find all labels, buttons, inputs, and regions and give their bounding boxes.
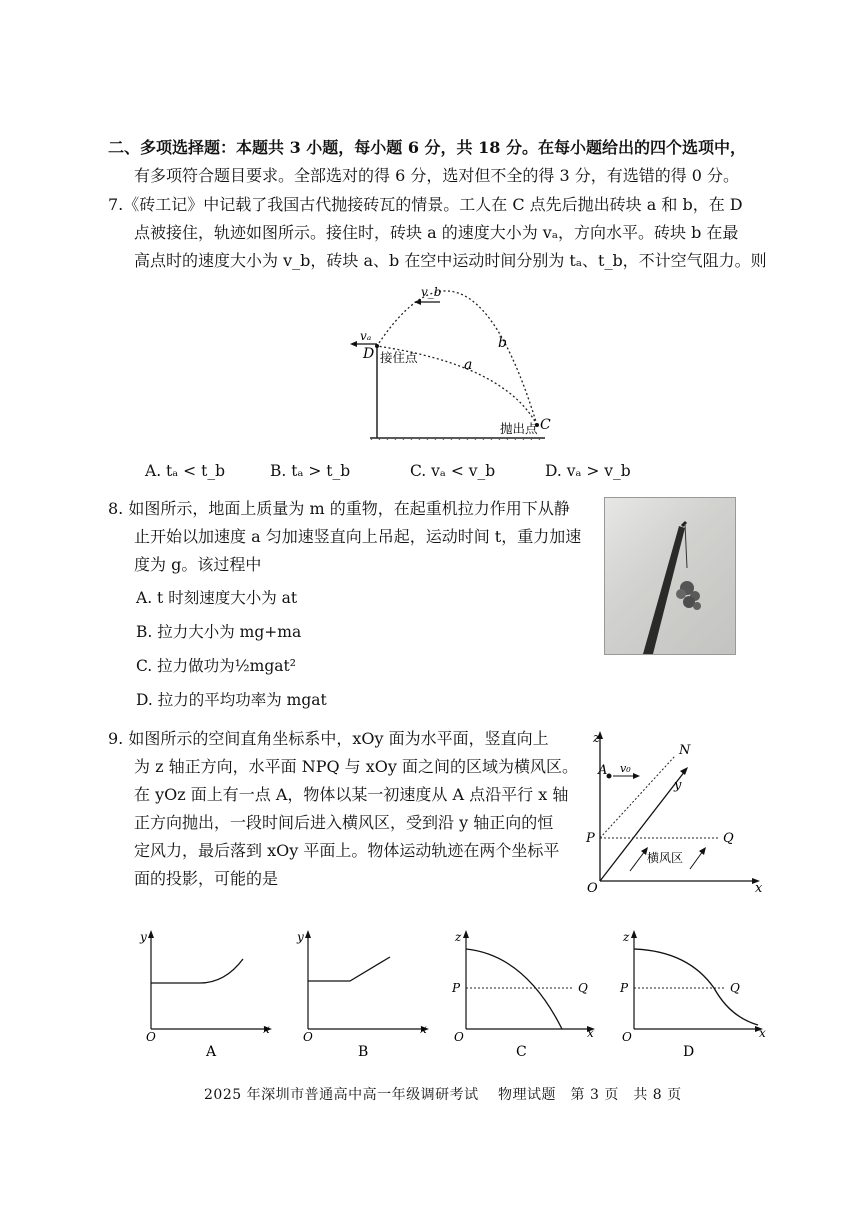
graph-c-Q: Q: [578, 981, 588, 995]
section-title: 二、多项选择题：本题共 3 小题，每小题 6 分，共 18 分。在每小题给出的四个选项中，: [108, 138, 746, 157]
q9-graph-b[interactable]: [292, 925, 442, 1065]
graph-b-origin: O: [303, 1030, 313, 1044]
q8-line1: 8. 如图所示，地面上质量为 m 的重物，在起重机拉力作用下从静: [108, 499, 570, 518]
label-y: y: [674, 778, 682, 793]
q7-line1: 7.《砖工记》中记载了我国古代抛接砖瓦的情景。工人在 C 点先后抛出砖块 a 和 b，在 D: [108, 195, 743, 214]
crane-photo: [604, 497, 736, 655]
label-va: vₐ: [360, 329, 372, 343]
plane-PN: [600, 756, 675, 838]
graph-b-curve: [308, 957, 390, 981]
q8-option-a[interactable]: A. t 时刻速度大小为 at: [136, 589, 298, 607]
section-instructions: 有多项符合题目要求。全部选对的得 6 分，选对但不全的得 3 分，有选错的得 0 分。: [134, 166, 740, 185]
label-throw-point: 抛出点: [500, 421, 538, 436]
label-b: b: [498, 335, 507, 351]
graph-d-Q: Q: [730, 981, 740, 995]
q9-line4: 正方向抛出，一段时间后进入横风区，受到沿 y 轴正向的恒: [134, 813, 554, 832]
graph-a-axis-h: x: [263, 1022, 270, 1036]
q7-option-c[interactable]: C. vₐ < v_b: [410, 462, 496, 480]
q8-option-d[interactable]: D. 拉力的平均功率为 mgat: [136, 691, 327, 709]
label-v0: v₀: [620, 762, 631, 775]
q9-line6: 面的投影，可能的是: [134, 869, 279, 888]
graph-d-axis-v: z: [623, 930, 630, 944]
q7-option-d[interactable]: D. vₐ > v_b: [545, 462, 631, 480]
graph-d-axis-h: x: [759, 1026, 766, 1040]
label-a: a: [464, 357, 473, 373]
graph-c-origin: O: [454, 1030, 464, 1044]
label-D: D: [363, 346, 375, 362]
label-A: A: [598, 763, 608, 778]
q7-trajectory-figure: [340, 280, 570, 440]
q8-option-b[interactable]: B. 拉力大小为 mg+ma: [136, 623, 302, 641]
q7-option-a[interactable]: A. tₐ < t_b: [145, 462, 225, 480]
graph-a-origin: O: [146, 1030, 156, 1044]
graph-b-axis-h: x: [420, 1022, 427, 1036]
label-O: O: [587, 881, 598, 896]
label-vb: v_b: [421, 285, 442, 299]
graph-d-origin: O: [622, 1030, 632, 1044]
graph-a-axis-v: y: [140, 930, 147, 944]
q9-graph-d[interactable]: [618, 925, 778, 1065]
graph-a-label: A: [206, 1044, 217, 1060]
graph-c-P: P: [452, 981, 461, 995]
label-P: P: [586, 831, 595, 846]
crane-image: [605, 498, 735, 654]
graph-b-label: B: [358, 1044, 369, 1060]
graph-c-label: C: [516, 1044, 527, 1060]
label-N: N: [679, 743, 691, 758]
point-D: [375, 344, 379, 348]
graph-c-curve: [466, 949, 562, 1029]
q8-line3: 度为 g。该过程中: [134, 555, 262, 574]
q8-line2: 止开始以加速度 a 匀加速竖直向上吊起，运动时间 t，重力加速: [134, 527, 582, 546]
q9-coordinate-figure: [580, 726, 770, 896]
label-C: C: [540, 417, 551, 433]
q7-line2: 点被接住，轨迹如图所示。接住时，砖块 a 的速度大小为 vₐ，方向水平。砖块 b 在最: [134, 223, 739, 242]
q8-option-c[interactable]: C. 拉力做功为½mgat²: [136, 657, 296, 675]
q9-graph-c[interactable]: [450, 925, 600, 1065]
q9-graph-a[interactable]: [135, 925, 285, 1065]
q9-line5: 定风力，最后落到 xOy 平面上。物体运动轨迹在两个坐标平: [134, 841, 560, 860]
page-footer: 2025 年深圳市普通高中高一年级调研考试 物理试题 第 3 页 共 8 页: [204, 1087, 682, 1103]
q7-option-b[interactable]: B. tₐ > t_b: [270, 462, 351, 480]
wind-arrow-1: [630, 851, 645, 871]
label-wind-zone: 横风区: [647, 851, 684, 865]
label-catch-point: 接住点: [380, 350, 418, 365]
graph-a-curve: [151, 959, 243, 983]
wind-arrow-2: [690, 851, 703, 869]
ground-hatching: [368, 439, 540, 440]
label-Q: Q: [723, 831, 734, 846]
label-x: x: [755, 881, 763, 896]
graph-c-axis-h: x: [587, 1026, 594, 1040]
graph-d-label: D: [683, 1044, 695, 1060]
q9-line3: 在 yOz 面上有一点 A，物体以某一初速度从 A 点沿平行 x 轴: [134, 785, 569, 804]
graph-c-axis-v: z: [455, 930, 462, 944]
label-z: z: [593, 731, 600, 746]
q9-line1: 9. 如图所示的空间直角坐标系中，xOy 面为水平面，竖直向上: [108, 729, 549, 748]
graph-d-P: P: [620, 981, 629, 995]
q9-line2: 为 z 轴正方向，水平面 NPQ 与 xOy 面之间的区域为横风区。: [134, 757, 579, 776]
q7-line3: 高点时的速度大小为 v_b，砖块 a、b 在空中运动时间分别为 tₐ、t_b，不计空气阻力。则: [134, 251, 767, 270]
graph-b-axis-v: y: [297, 930, 304, 944]
